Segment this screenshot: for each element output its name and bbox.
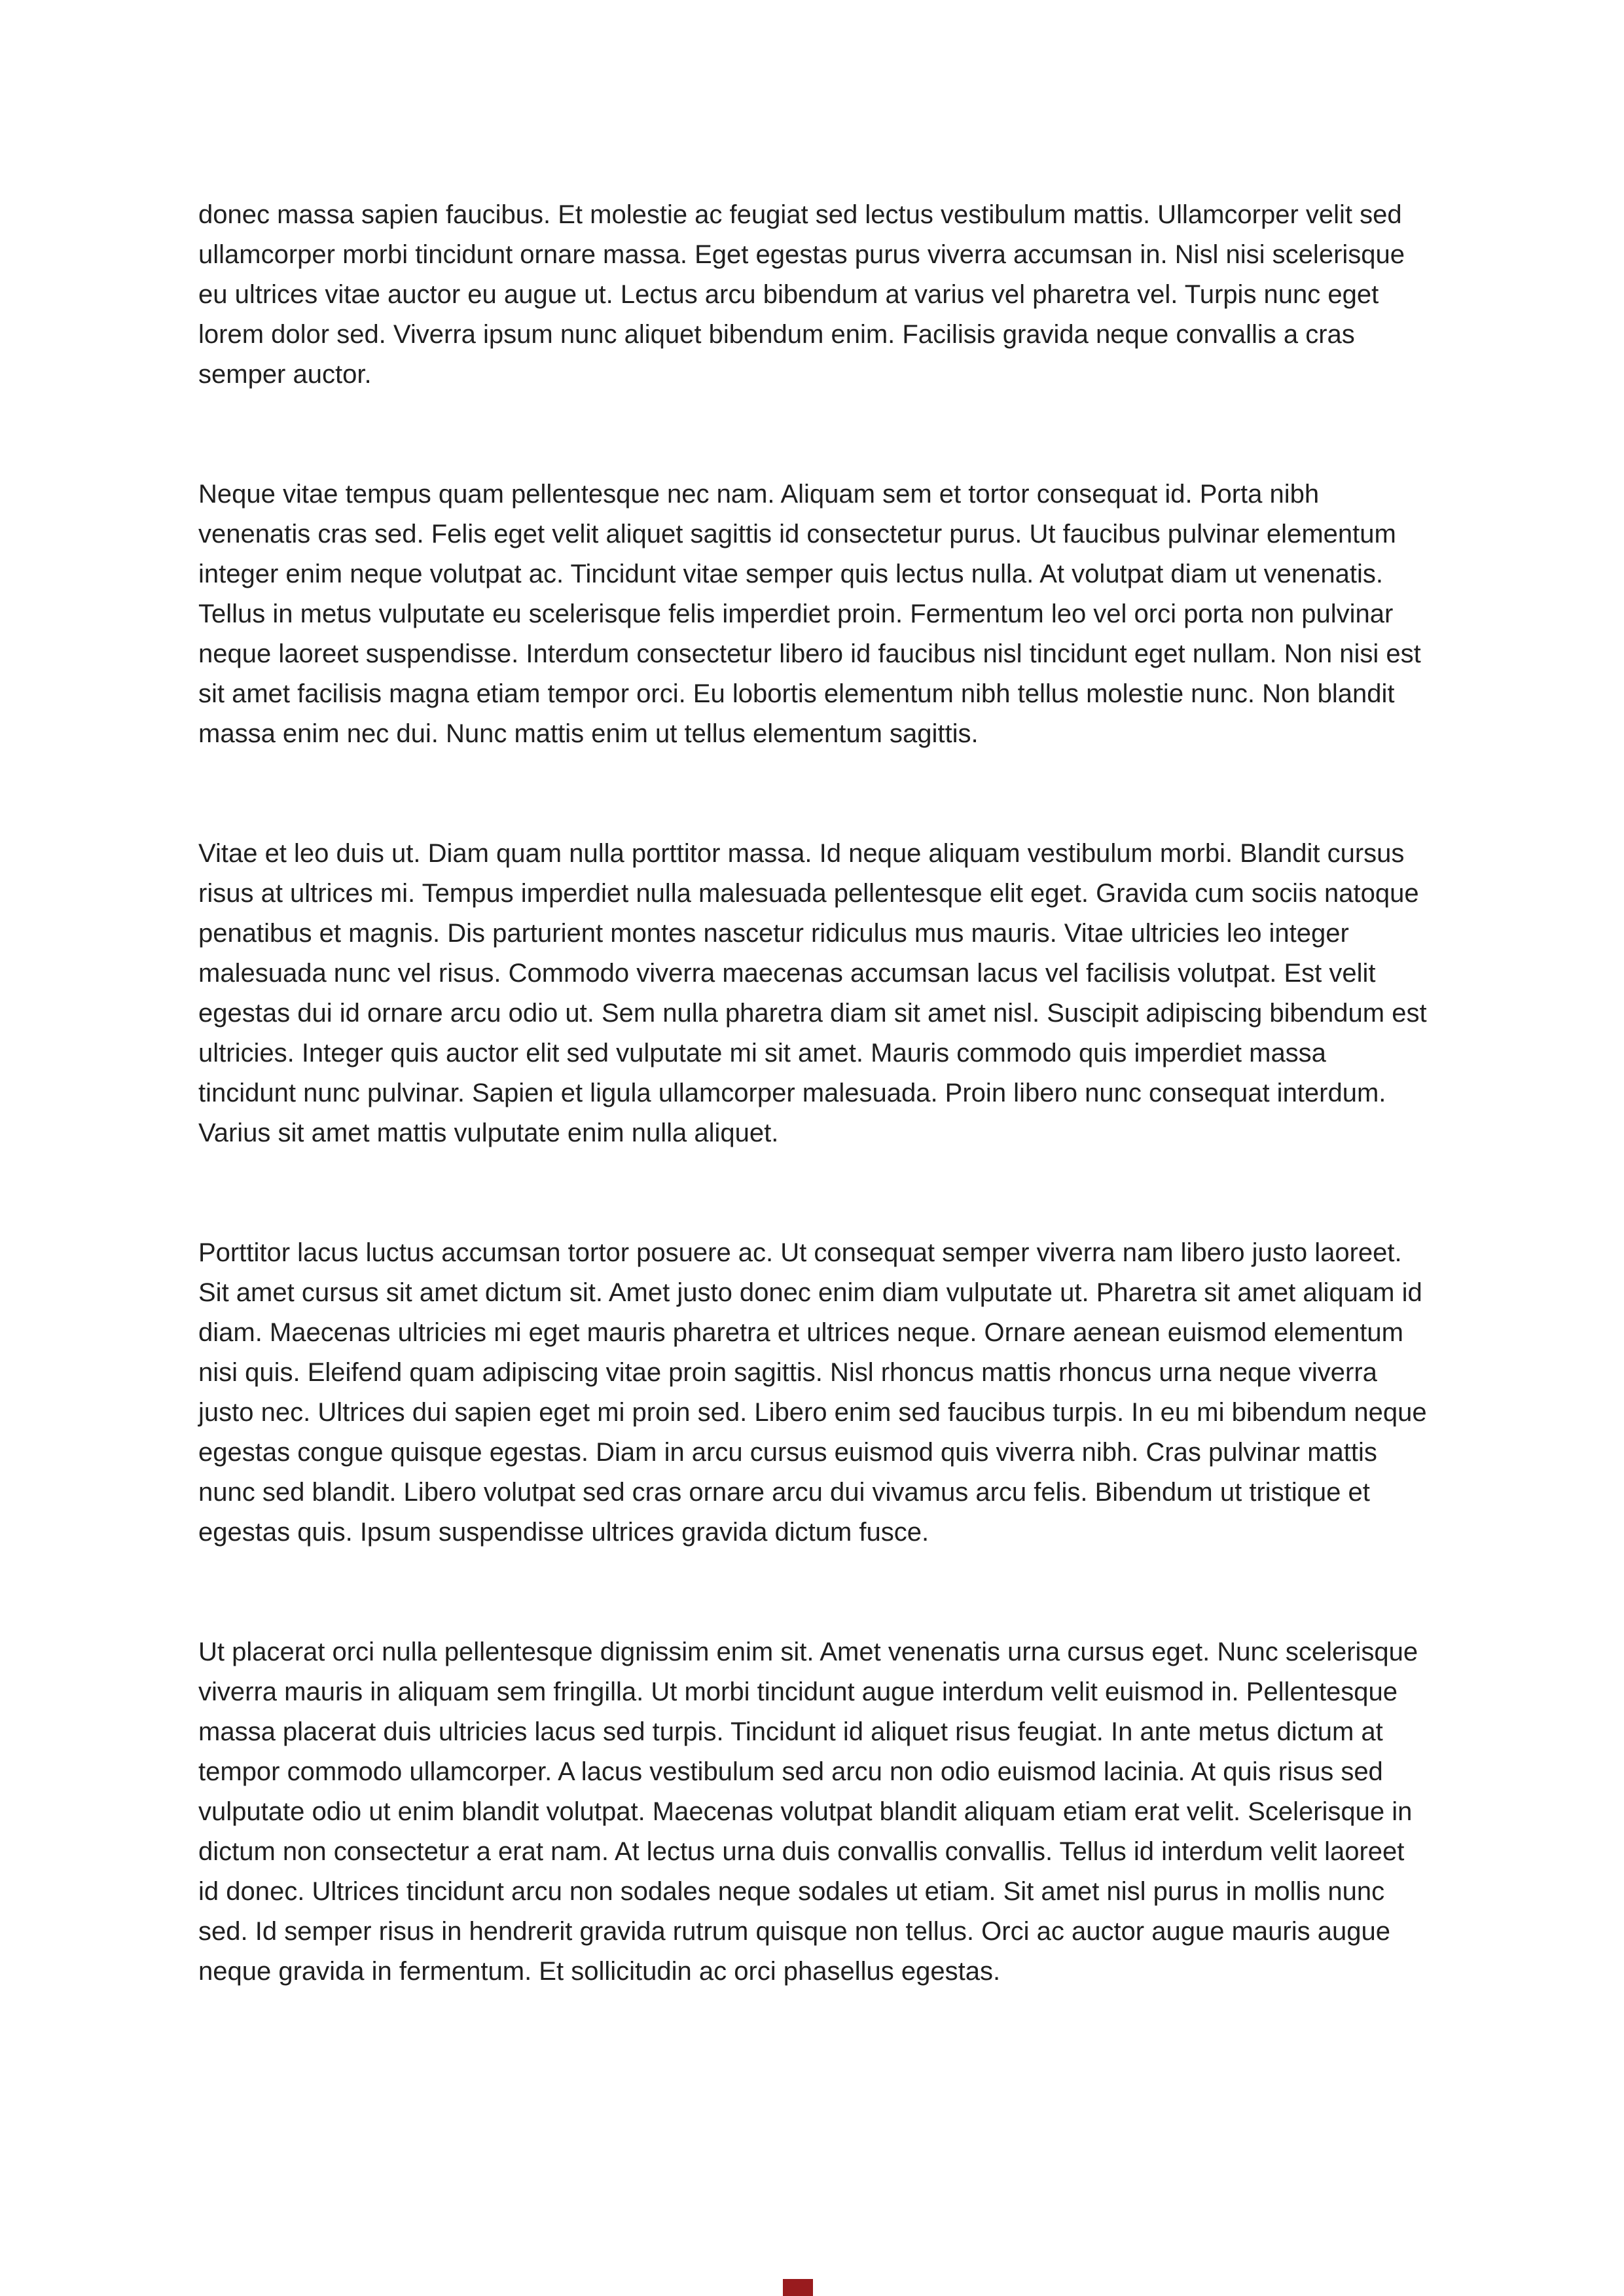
paragraph-3: Vitae et leo duis ut. Diam quam nulla porttitor massa. Id neque aliquam vestibulum morbi. Blandit cursus risus at ultrices mi. Tempus imperdiet nulla malesuada pellentesque elit eget. Gravida cum sociis natoque penatibus et magnis. Dis parturient montes nascetur ridiculus mus mauris. Vitae ultricies leo integer malesuada nunc vel risus. Commodo viverra maecenas accumsan lacus vel facilisis volutpat. Est velit egestas dui id ornare arcu odio ut. Sem nulla pharetra diam sit amet nisl. Suscipit adipiscing bibendum est ultricies. Integer quis auctor elit sed vulputate mi sit amet. Mauris commodo quis imperdiet massa tincidunt nunc pulvinar. Sapien et ligula ullamcorper malesuada. Proin libero nunc consequat interdum. Varius sit amet mattis vulputate enim nulla aliquet. — [198, 839, 1427, 1147]
bottom-edge-marker — [783, 2279, 813, 2296]
document-body — [198, 195, 1429, 2072]
paragraph-4: Porttitor lacus luctus accumsan tortor posuere ac. Ut consequat semper viverra nam libero justo laoreet. Sit amet cursus sit amet dictum sit. Amet justo donec enim diam vulputate ut. Pharetra sit amet aliquam id diam. Maecenas ultricies mi eget mauris pharetra et ultrices neque. Ornare aenean euismod elementum nisi quis. Eleifend quam adipiscing vitae proin sagittis. Nisl rhoncus mattis rhoncus urna neque viverra justo nec. Ultrices dui sapien eget mi proin sed. Libero enim sed faucibus turpis. In eu mi bibendum neque egestas congue quisque egestas. Diam in arcu cursus euismod quis viverra nibh. Cras pulvinar mattis nunc sed blandit. Libero volutpat sed cras ornare arcu dui vivamus arcu felis. Bibendum ut tristique et egestas quis. Ipsum suspendisse ultrices gravida dictum fusce. — [198, 1238, 1427, 1547]
paragraph-2: Neque vitae tempus quam pellentesque nec nam. Aliquam sem et tortor consequat id. Porta nibh venenatis cras sed. Felis eget velit aliquet sagittis id consectetur purus. Ut faucibus pulvinar elementum integer enim neque volutpat ac. Tincidunt vitae semper quis lectus nulla. At volutpat diam ut venenatis. Tellus in metus vulputate eu scelerisque felis imperdiet proin. Fermentum leo vel orci porta non pulvinar neque laoreet suspendisse. Interdum consectetur libero id faucibus nisl tincidunt eget nullam. Non nisi est sit amet facilisis magna etiam tempor orci. Eu lobortis elementum nibh tellus molestie nunc. Non blandit massa enim nec dui. Nunc mattis enim ut tellus elementum sagittis. — [198, 480, 1421, 748]
paragraph-1: donec massa sapien faucibus. Et molestie ac feugiat sed lectus vestibulum mattis. Ullamcorper velit sed ullamcorper morbi tincidunt ornare massa. Eget egestas purus viverra accumsan in. Nisl nisi scelerisque eu ultrices vitae auctor eu augue ut. Lectus arcu bibendum at varius vel pharetra vel. Turpis nunc eget lorem dolor sed. Viverra ipsum nunc aliquet bibendum enim. Facilisis gravida neque convallis a cras semper auctor. — [198, 200, 1405, 389]
paragraph-5: Ut placerat orci nulla pellentesque dignissim enim sit. Amet venenatis urna cursus eget. Nunc scelerisque viverra mauris in aliquam sem fringilla. Ut morbi tincidunt augue interdum velit euismod in. Pellentesque massa placerat duis ultricies lacus sed turpis. Tincidunt id aliquet risus feugiat. In ante metus dictum at tempor commodo ullamcorper. A lacus vestibulum sed arcu non odio euismod lacinia. At quis risus sed vulputate odio ut enim blandit volutpat. Maecenas volutpat blandit aliquam etiam erat velit. Scelerisque in dictum non consectetur a erat nam. At lectus urna duis convallis convallis. Tellus id interdum velit laoreet id donec. Ultrices tincidunt arcu non sodales neque sodales ut etiam. Sit amet nisl purus in mollis nunc sed. Id semper risus in hendrerit gravida rutrum quisque non tellus. Orci ac auctor augue mauris augue neque gravida in fermentum. Et sollicitudin ac orci phasellus egestas. — [198, 1638, 1418, 1986]
